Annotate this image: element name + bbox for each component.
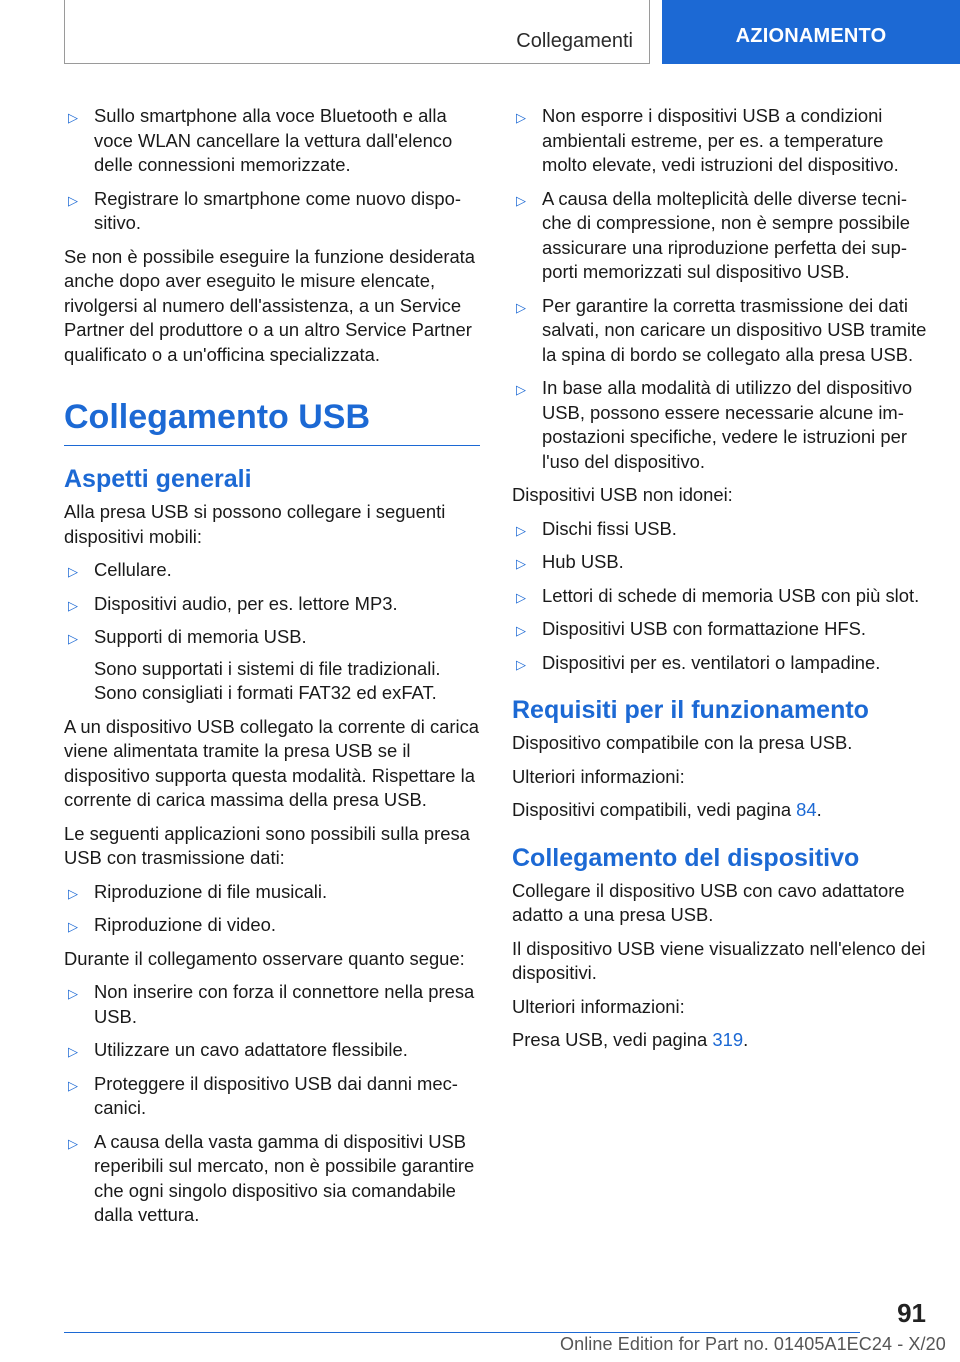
triangle-bullet-icon: ▷ xyxy=(68,986,78,1001)
section-heading: Collegamento USB xyxy=(64,397,480,446)
list-item: ▷ Cellulare. xyxy=(64,558,480,583)
footer-divider xyxy=(64,1332,860,1333)
paragraph: Se non è possibile eseguire la funzione desiderata anche dopo aver eseguito le misure elencate, rivolgersi al numero dell'assistenza, a un Service Partner del produttore o a un altro Service Partner qualificato o a un'officina specializzata. xyxy=(64,245,476,365)
triangle-bullet-icon: ▷ xyxy=(516,522,526,538)
left-column xyxy=(64,104,480,1237)
page-link[interactable]: 84 xyxy=(796,799,817,820)
paragraph: A un dispositivo USB collegato la corrente di carica viene alimentata tramite la presa USB se il dispositivo supporta questa modalità. Rispettare la corrente di carica massima della presa USB. xyxy=(64,715,480,810)
paragraph: Dispositivo compatibile con la presa USB. xyxy=(512,732,853,753)
paragraph: Alla presa USB si possono collegare i seguenti dispositivi mobili: xyxy=(64,501,446,547)
subsection-heading: Requisiti per il funzionamento xyxy=(512,696,869,724)
list-item: ▷ Sullo smartphone alla voce Bluetooth e alla voce WLAN cancellare la vettura dall'elenco delle connessioni memorizzate. xyxy=(68,105,453,175)
triangle-bullet-icon: ▷ xyxy=(68,1077,78,1093)
triangle-bullet-icon: ▷ xyxy=(68,1135,78,1151)
paragraph: Il dispositivo USB viene visualizzato nell'elenco dei dispositivi. xyxy=(512,937,926,983)
triangle-bullet-icon: ▷ xyxy=(516,656,526,672)
list-item: ▷ A causa della molteplicità delle diverse tecniche di compressione, non è sempre possibile assicurare una riproduzione perfetta dei supporti memorizzati sul dispositivo USB. xyxy=(516,187,911,282)
subsection-heading: Aspetti generali xyxy=(64,465,252,493)
list-item: ▷ Dischi fissi USB. xyxy=(512,517,928,542)
list-item: ▷ Dispositivi audio, per es. lettore MP3. xyxy=(64,592,480,617)
header-tab xyxy=(64,0,650,64)
list-item: ▷ In base alla modalità di utilizzo del dispositivo USB, possono essere necessarie alcune impostazioni specifiche, vedere le istruzioni per l'uso del dispositivo. xyxy=(516,377,913,472)
paragraph: Dispositivi USB non idonei: xyxy=(512,484,733,505)
paragraph: Dispositivi compatibili, vedi pagina 84. xyxy=(512,799,822,820)
triangle-bullet-icon: ▷ xyxy=(516,556,526,571)
edition-note: Online Edition for Part no. 01405A1EC24 - X/20 xyxy=(560,1334,946,1354)
triangle-bullet-icon: ▷ xyxy=(68,885,78,901)
chapter-tab[interactable]: AZIONAMENTO xyxy=(662,0,960,64)
triangle-bullet-icon: ▷ xyxy=(68,631,78,646)
triangle-bullet-icon: ▷ xyxy=(68,192,78,208)
list-item: ▷ Dispositivi USB con formattazione HFS. xyxy=(512,617,928,642)
page-link[interactable]: 319 xyxy=(712,1029,744,1050)
triangle-bullet-icon: ▷ xyxy=(516,623,526,638)
triangle-bullet-icon: ▷ xyxy=(516,382,526,397)
list-item: ▷ Per garantire la corretta trasmissione dei dati salvati, non caricare un dispositivo USB tramite la spina di bordo se collegato alla presa USB. xyxy=(516,294,927,365)
paragraph: Presa USB, vedi pagina 319. xyxy=(512,1029,749,1050)
list-item: ▷ Dispositivi per es. ventilatori o lampadine. xyxy=(512,651,928,676)
paragraph: Ulteriori informazioni: xyxy=(512,765,685,787)
list-item: ▷ A causa della vasta gamma di dispositivi USB reperibili sul mercato, non è possibile garantire che ogni singolo dispositivo sia comandabile dalla vettura. xyxy=(68,1130,475,1225)
triangle-bullet-icon: ▷ xyxy=(516,299,526,315)
list-item-note: Sono supportati i sistemi di file tradizionali. Sono consigliati i formati FAT32 ed exFAT. xyxy=(94,657,441,703)
list-item: ▷ Non esporre i dispositivi USB a condizioni ambientali estreme, per es. a temperature molto elevate, vedi istruzioni del dispositivo. xyxy=(516,105,899,175)
list-item: ▷ Non inserire con forza il connettore nella presa USB. xyxy=(68,981,475,1027)
list-item: ▷ Riproduzione di file musicali. xyxy=(64,880,480,905)
triangle-bullet-icon: ▷ xyxy=(68,1044,78,1059)
paragraph: Collegare il dispositivo USB con cavo adattatore adatto a una presa USB. xyxy=(512,879,905,925)
right-column xyxy=(512,104,928,1062)
paragraph: Le seguenti applicazioni sono possibili sulla presa USB con trasmissione dati: xyxy=(64,822,470,868)
paragraph: Durante il collegamento osservare quanto segue: xyxy=(64,947,465,969)
triangle-bullet-icon: ▷ xyxy=(68,597,78,613)
list-item: ▷ Riproduzione di video. xyxy=(64,913,480,938)
list-item: ▷ Lettori di schede di memoria USB con più slot. xyxy=(512,584,928,609)
triangle-bullet-icon: ▷ xyxy=(516,192,526,208)
triangle-bullet-icon: ▷ xyxy=(68,110,78,125)
page-number: 91 xyxy=(897,1298,926,1328)
triangle-bullet-icon: ▷ xyxy=(516,589,526,605)
list-item: ▷ Supporti di memoria USB. xyxy=(64,625,480,650)
section-title: Collegamenti xyxy=(516,30,633,52)
list-item: ▷ Hub USB. xyxy=(512,550,928,575)
triangle-bullet-icon: ▷ xyxy=(68,919,78,934)
list-item: ▷ Proteggere il dispositivo USB dai danni meccanici. xyxy=(68,1072,458,1118)
subsection-heading: Collegamento del dispositivo xyxy=(512,843,860,872)
paragraph: Ulteriori informazioni: xyxy=(512,995,685,1017)
triangle-bullet-icon: ▷ xyxy=(68,564,78,579)
triangle-bullet-icon: ▷ xyxy=(516,110,526,125)
list-item: ▷ Utilizzare un cavo adattatore flessibile. xyxy=(64,1038,480,1063)
list-item: ▷ Registrare lo smartphone come nuovo dispositivo. xyxy=(68,187,461,233)
